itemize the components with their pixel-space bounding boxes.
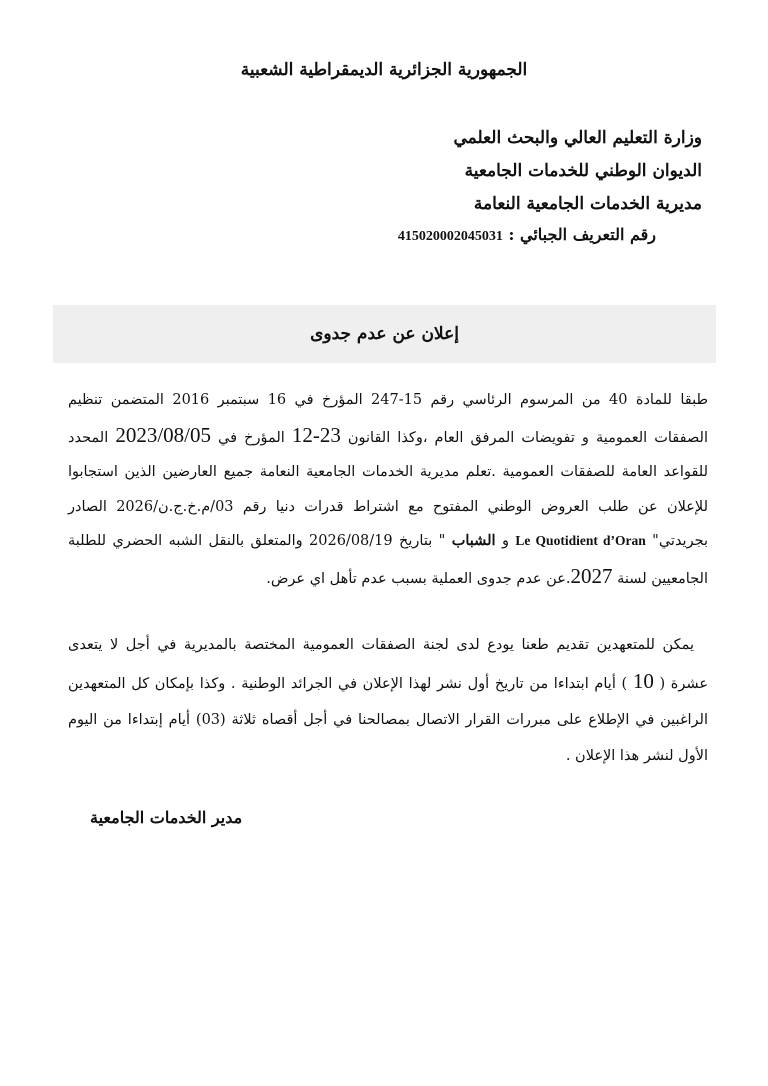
p1-text: المؤرخ في	[218, 429, 292, 446]
service-year: 2027	[570, 563, 613, 588]
p1-text: المحدد للقواعد العامة للصفقات العمومية .تعلم مديرية الخدمات الجامعية النعامة جميع	[68, 429, 708, 480]
tax-id-value: 415020002045031	[397, 229, 503, 244]
law-date: 2023/08/05	[115, 422, 211, 447]
announcement-title: إعلان عن عدم جدوى	[310, 324, 459, 344]
signature-title: مدير الخدمات الجامعية	[90, 808, 243, 827]
announcement-title-band	[53, 305, 716, 363]
p2-text: الراغبين في الإطلاع على مبررات القرار الاتصال بمصالحنا في أجل أقصاه ثلاثة (03) أيام إبتداءا من اليوم	[68, 712, 708, 728]
office-name: الديوان الوطني للخدمات الجامعية	[464, 161, 702, 181]
appeal-days: 10	[632, 669, 654, 693]
p1-text: المتضمن تنظيم الصفقات العمومية و تفويضات المرفق العام ،وكذا القانون	[68, 392, 709, 446]
paragraph-appeal	[68, 627, 708, 774]
p2-text: ) أيام ابتداءا من تاريخ أول نشر لهذا الإعلان في الجرائد الوطنية . وكذا بإمكان كل المتعهدين	[68, 676, 633, 692]
p1-text: بالنقل الشبه الحضري للطلبة الجامعيين لسنة	[68, 533, 708, 587]
law-number: 23-12	[291, 422, 341, 447]
tax-id-line	[236, 221, 656, 251]
p1-text: و	[495, 533, 516, 549]
republic-heading: الجمهورية الجزائرية الديمقراطية الشعبية	[240, 60, 528, 80]
paragraph-decision	[68, 383, 708, 596]
p2-text: عشرة (	[653, 676, 708, 692]
ministry-name: وزارة التعليم العالي والبحث العلمي	[453, 128, 702, 148]
directorate-name: مديرية الخدمات الجامعية النعامة	[473, 194, 702, 214]
p1-text: العارضين الذين استجابوا للإعلان عن طلب العروض الوطني المفتوح مع اشتراط قدرات دنيا رقم	[68, 464, 708, 515]
newspaper-name-arabic: الشباب	[451, 532, 496, 549]
p2-text: الأول لنشر هذا الإعلان .	[565, 748, 708, 764]
issuer-block	[282, 122, 702, 251]
p1-text: 03/م.خ.ج.ن/2026 الصادر بجريدتي"	[68, 498, 708, 549]
p1-text: " بتاريخ 2026/08/19 والمتعلق	[250, 533, 452, 549]
p1-text: طبقا للمادة 40 من المرسوم الرئاسي رقم 15-247 المؤرخ في 16 سبتمبر 2016	[172, 392, 709, 408]
p2-text: يمكن للمتعهدين تقديم طعنا يودع لدى لجنة الصفقات العمومية المختصة بالمديرية في أجل لا يتعدى	[68, 637, 694, 653]
tax-id-label: رقم التعريف الجبائي :	[508, 225, 656, 244]
newspaper-name-french: Le Quotidient d’Oran	[515, 533, 646, 548]
p1-text: .عن عدم جدوى العملية بسبب عدم تأهل اي عرض.	[266, 570, 571, 587]
